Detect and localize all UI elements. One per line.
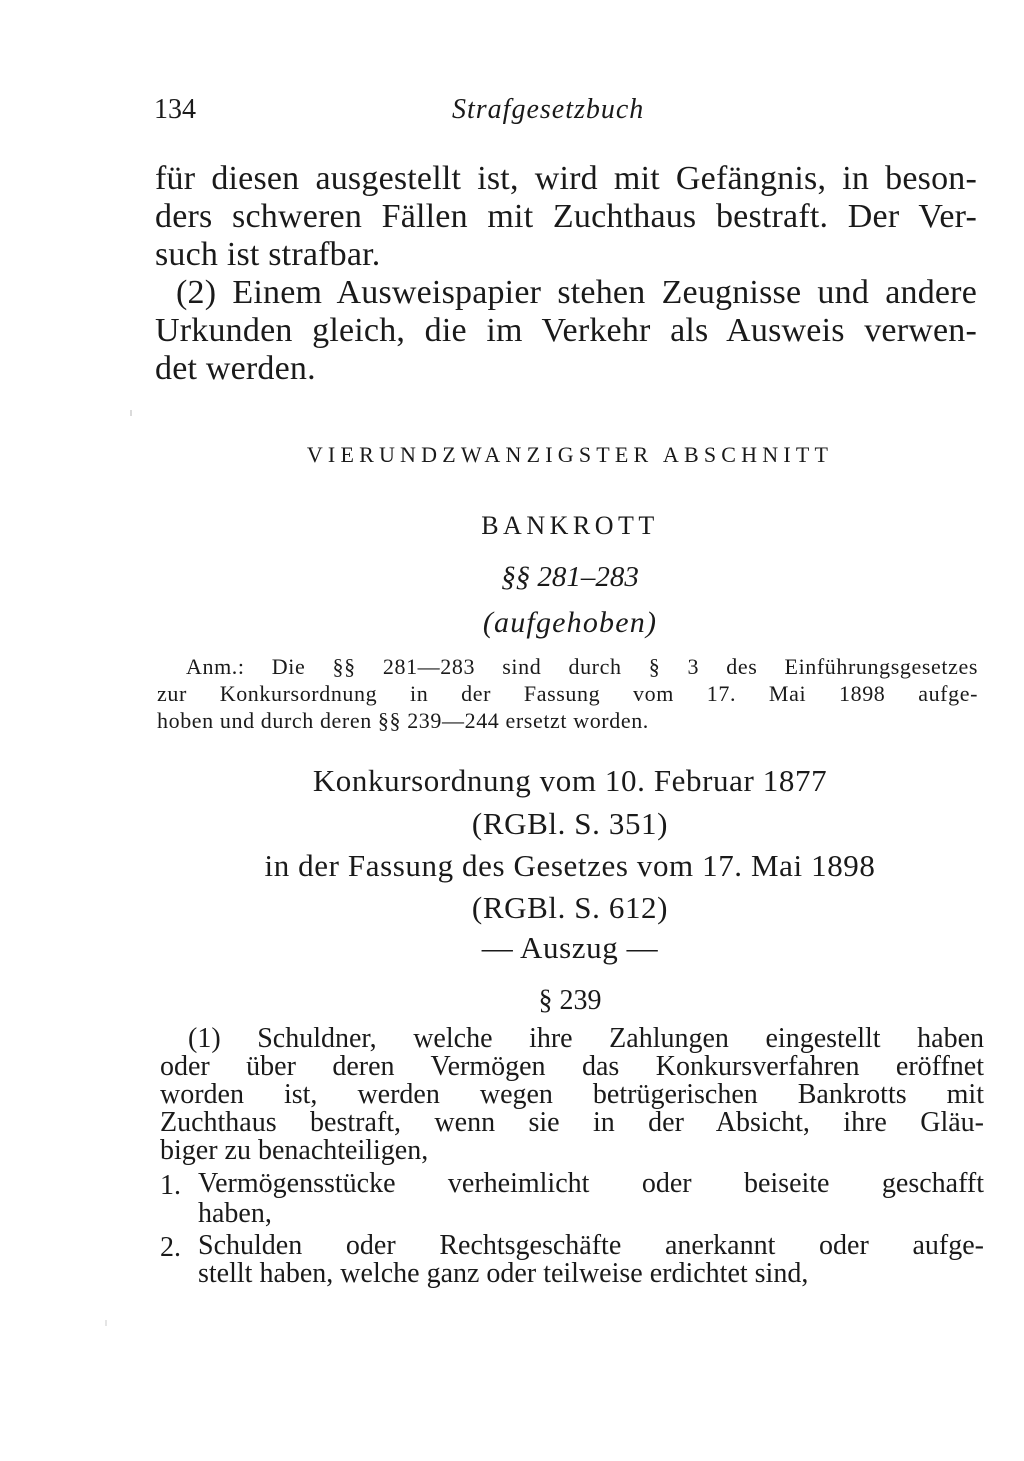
section-status: (aufgehoben)	[482, 606, 658, 639]
section-title: BANKROTT	[481, 511, 659, 540]
scan-speck	[105, 1320, 107, 1326]
scan-speck	[130, 410, 132, 416]
list-item-number: 1.	[160, 1170, 181, 1201]
page-number: 134	[154, 94, 196, 125]
note-line: zur Konkursordnung in der Fassung vom 17. Mai 1898 aufge-	[157, 681, 978, 706]
text-line: (2) Einem Ausweispapier stehen Zeugnisse und andere	[176, 274, 977, 311]
section-label: VIERUNDZWANZIGSTER ABSCHNITT	[306, 442, 834, 467]
text-line: det werden.	[155, 350, 316, 387]
law-citation: (RGBl. S. 351)	[471, 806, 669, 841]
law-line: biger zu benachteiligen,	[160, 1135, 429, 1166]
list-item-number: 2.	[160, 1232, 181, 1263]
running-head	[154, 88, 674, 132]
running-title: Strafgesetzbuch	[452, 94, 645, 125]
law-version: in der Fassung des Gesetzes vom 17. Mai 1898	[264, 848, 876, 883]
list-item-line: Schulden oder Rechtsgeschäfte anerkannt oder aufge-	[198, 1230, 984, 1261]
law-line: (1) Schuldner, welche ihre Zahlungen eingestellt haben	[188, 1023, 984, 1054]
text-line: ders schweren Fällen mit Zuchthaus bestraft. Der Ver-	[155, 198, 977, 235]
text-line: Urkunden gleich, die im Verkehr als Ausweis verwen-	[155, 312, 977, 349]
text-line: such ist strafbar.	[155, 236, 381, 273]
law-line: oder über deren Vermögen das Konkursverfahren eröffnet	[160, 1051, 984, 1082]
law-citation-2: (RGBl. S. 612)	[471, 890, 669, 925]
note-line: hoben und durch deren §§ 239—244 ersetzt worden.	[157, 708, 649, 733]
law-line: Zuchthaus bestraft, wenn sie in der Absicht, ihre Gläu-	[160, 1107, 984, 1138]
law-excerpt-label: — Auszug —	[481, 930, 659, 965]
list-item-line: haben,	[198, 1198, 272, 1229]
text-line: für diesen ausgestellt ist, wird mit Gefängnis, in beson-	[155, 160, 977, 197]
note-line: Anm.: Die §§ 281—283 sind durch § 3 des Einführungsgesetzes	[186, 654, 978, 679]
paragraph-number: § 239	[538, 985, 602, 1016]
law-line: worden ist, werden wegen betrügerischen Bankrotts mit	[160, 1079, 984, 1110]
list-item-line: stellt haben, welche ganz oder teilweise erdichtet sind,	[198, 1258, 809, 1289]
law-title: Konkursordnung vom 10. Februar 1877	[312, 763, 828, 798]
list-item-line: Vermögensstücke verheimlicht oder beiseite geschafft	[198, 1168, 984, 1199]
section-paragraphs: §§ 281–283	[501, 561, 639, 593]
